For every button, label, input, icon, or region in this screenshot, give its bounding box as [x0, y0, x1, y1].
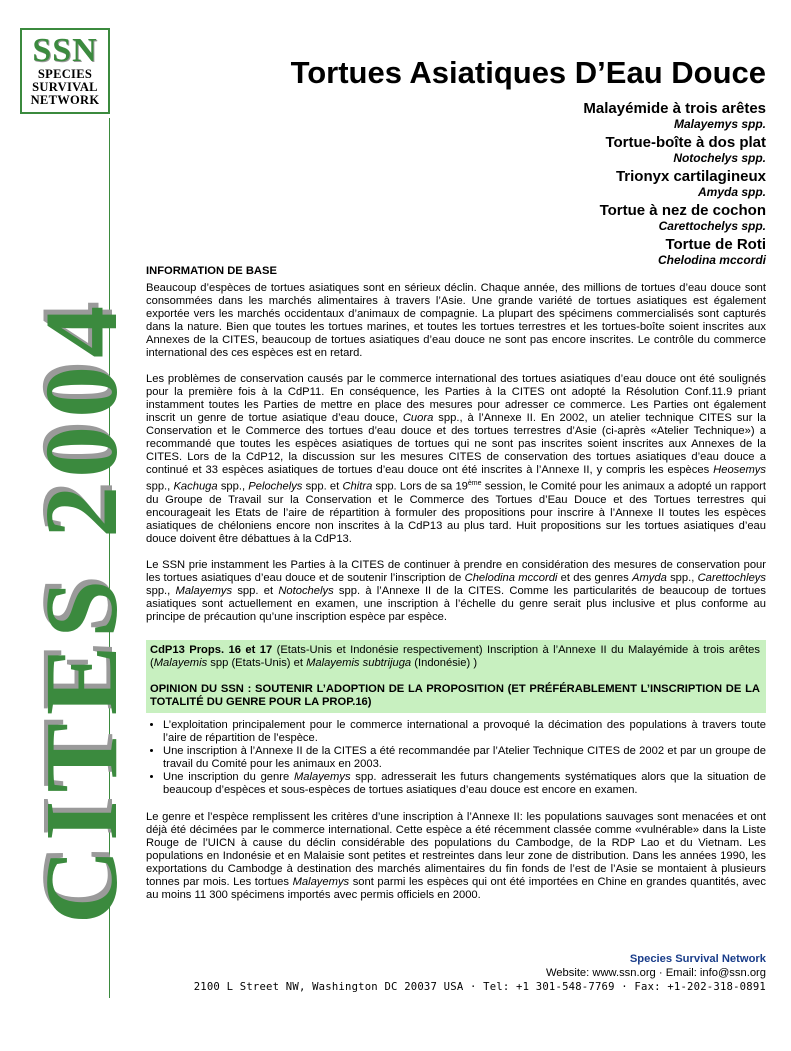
footer-address: 2100 L Street NW, Washington DC 20037 USA · Tel: +1 301-548-7769 · Fax: +1-202-318-0891	[193, 981, 766, 993]
logo-line-3: NETWORK	[30, 93, 100, 107]
species-scientific-name: Malayemys spp.	[673, 117, 766, 131]
footer	[194, 952, 766, 994]
section-heading: INFORMATION DE BASE	[146, 265, 277, 277]
logo-line-2: SURVIVAL	[32, 80, 98, 94]
species-common-name: Malayémide à trois arêtes	[583, 100, 766, 117]
logo-line-1: SPECIES	[37, 67, 93, 81]
species-list	[583, 100, 766, 270]
species-scientific-name: Amyda spp.	[697, 185, 766, 199]
species-scientific-name: Carettochelys spp.	[658, 219, 766, 233]
paragraph-criteria: Le genre et l’espèce remplissent les critères d’une inscription à l’Annexe II: les populations sauvages sont menacées et ont déjà été décimées par le commerce international. Cette espèce a été récemment classée comme «vulnérable» dans la Liste Rouge de l’UICN à cause du déclin considérable des populations du Cambodge, de la RDP Lao et du Vietnam. Les populations en Indonésie et en Malaisie sont petites et restreintes dans leur zone de distribution. Dans les années 1990, les exportations du Cambodge à destination des marchés alimentaires du fin fonds de l’est de l’Asie se montaient à plusieurs tonnes par mois. Les tortues Malayemys sont parmi les espèces qui ont été importées en Chine en grandes quantités, avec au moins 11 300 spécimens importés avec permis officiels en 2000.	[146, 810, 766, 901]
side-banner-cites-2004: CITES 2004	[24, 297, 139, 925]
paragraph-recommendation: Le SSN prie instamment les Parties à la CITES de continuer à prendre en considération des mesures de conservation pour les tortues asiatiques d’eau douce et de soutenir l’inscription de Chelodina mccordi et des genres Amyda spp., Carettochleys spp., Malayemys spp. et Notochelys spp. à l’Annexe II de la CITES. Comme les particularités de beaucoup de tortues asiatiques sont actuellement en examen, une inscription à l’échelle du genre serait plus inclusive et plus conforme au principe de précaution qu’une inscription espèce par espèce.	[146, 558, 766, 623]
ssn-opinion: OPINION DU SSN : SOUTENIR L’ADOPTION DE LA PROPOSITION (ET PRÉFÉRABLEMENT L’INSCRIPTION DE LA TOTALITÉ DU GENRE POUR LA PROP.16)	[150, 682, 760, 708]
proposal-text: CdP13 Props. 16 et 17 (Etats-Unis et Indonésie respectivement) Inscription à l’Annexe II du Malayémide à trois arêtes (Malayemis spp (Etats-Unis) et Malayemis subtrijuga (Indonésie) )	[150, 643, 760, 669]
list-item: • L’exploitation principalement pour le commerce international a provoqué la décimation des populations à travers toute l’aire de répartition de l’espèce.	[163, 719, 766, 745]
paragraph-history: Les problèmes de conservation causés par le commerce international des tortues asiatiques d’eau douce ont été soulignés pour la première fois à la CdP11. En conséquence, les Parties à la CITES ont adopté la Résolution Conf.11.9 priant instamment toutes les Parties de mettre en place des mesures pour adresser ce commerce. Les Parties ont également inscrit un genre de tortue asiatique d’eau douce, Cuora spp., à l’Annexe II. En 2002, un atelier technique CITES sur la Conservation et le Commerce des tortues d’eau douce et des tortues terrestres d’Asie (ci-après «Atelier Technique») a recommandé que toutes les espèces asiatiques de tortues qui ne sont pas inscrites soient inscrites aux Annexes de la CITES. Lors de la CdP12, la discussion sur les mesures CITES de conservation des tortues asiatiques d’eau douce a continué et 33 espèces asiatiques de tortues d’eau douce ont été inscrites à l’Annexe II, y compris les espèces Heosemys spp., Kachuga spp., Pelochelys spp. et Chitra spp. Lors de sa 19ème session, le Comité pour les animaux a adopté un rapport du Groupe de Travail sur la Conservation et le Commerce des Tortues d’Eau Douce et des Tortues terrestres qui encourageait les Etats de l’aire de répartition à formuler des propositions pour inscrire à l’Annexe II toutes les espèces asiatiques de chéloniens encore non inscrites à la CdP13 au plus tard. Huit propositions sur les tortues asiatiques d’eau douce doivent être débattues à la CdP13.	[146, 373, 767, 545]
logo-acronym: SSN	[32, 32, 98, 69]
species-scientific-name: Chelodina mccordi	[657, 253, 766, 267]
bullet-list	[146, 719, 766, 797]
list-item: • Une inscription à l’Annexe II de la CITES a été recommandée par l’Atelier Technique CITES de 2002 et par un groupe de travail du Comité pour les animaux en 2003.	[163, 745, 766, 771]
proposal-box	[146, 640, 766, 713]
list-item: • Une inscription du genre Malayemys spp. adresserait les futurs changements systématiques alors que la situation de beaucoup d’espèces et sous-espèces de tortues asiatiques d’eau douce est encore en examen.	[163, 771, 766, 797]
species-common-name: Tortue-boîte à dos plat	[605, 134, 766, 151]
paragraph-background: Beaucoup d’espèces de tortues asiatiques sont en sérieux déclin. Chaque année, des millions de tortues d’eau douce sont consommées dans les marchés alimentaires à travers l’Asie. Une grande variété de tortues asiatiques est également exportée vers les marchés occidentaux d’animaux de compagnie. La plupart des spécimens commercialisés sont capturés dans la nature. Bien que toutes les tortues marines, et toutes les tortues terrestres et les tortues-boîte soient inscrites aux Annexes de la CITES, beaucoup de tortues asiatiques d’eau douce ne sont pas encore inscrites. Le contrôle du commerce international des ces espèces est en retard.	[146, 282, 766, 359]
species-common-name: Tortue à nez de cochon	[599, 202, 766, 219]
document-body	[146, 265, 766, 915]
footer-org-name: Species Survival Network	[629, 953, 766, 965]
ssn-logo	[20, 28, 110, 114]
species-common-name: Tortue de Roti	[665, 236, 766, 253]
species-scientific-name: Notochelys spp.	[673, 151, 766, 165]
footer-contact: Website: www.ssn.org · Email: info@ssn.org	[545, 967, 766, 979]
page-title: Tortues Asiatiques D’Eau Douce	[290, 55, 766, 90]
species-common-name: Trionyx cartilagineux	[615, 168, 766, 185]
